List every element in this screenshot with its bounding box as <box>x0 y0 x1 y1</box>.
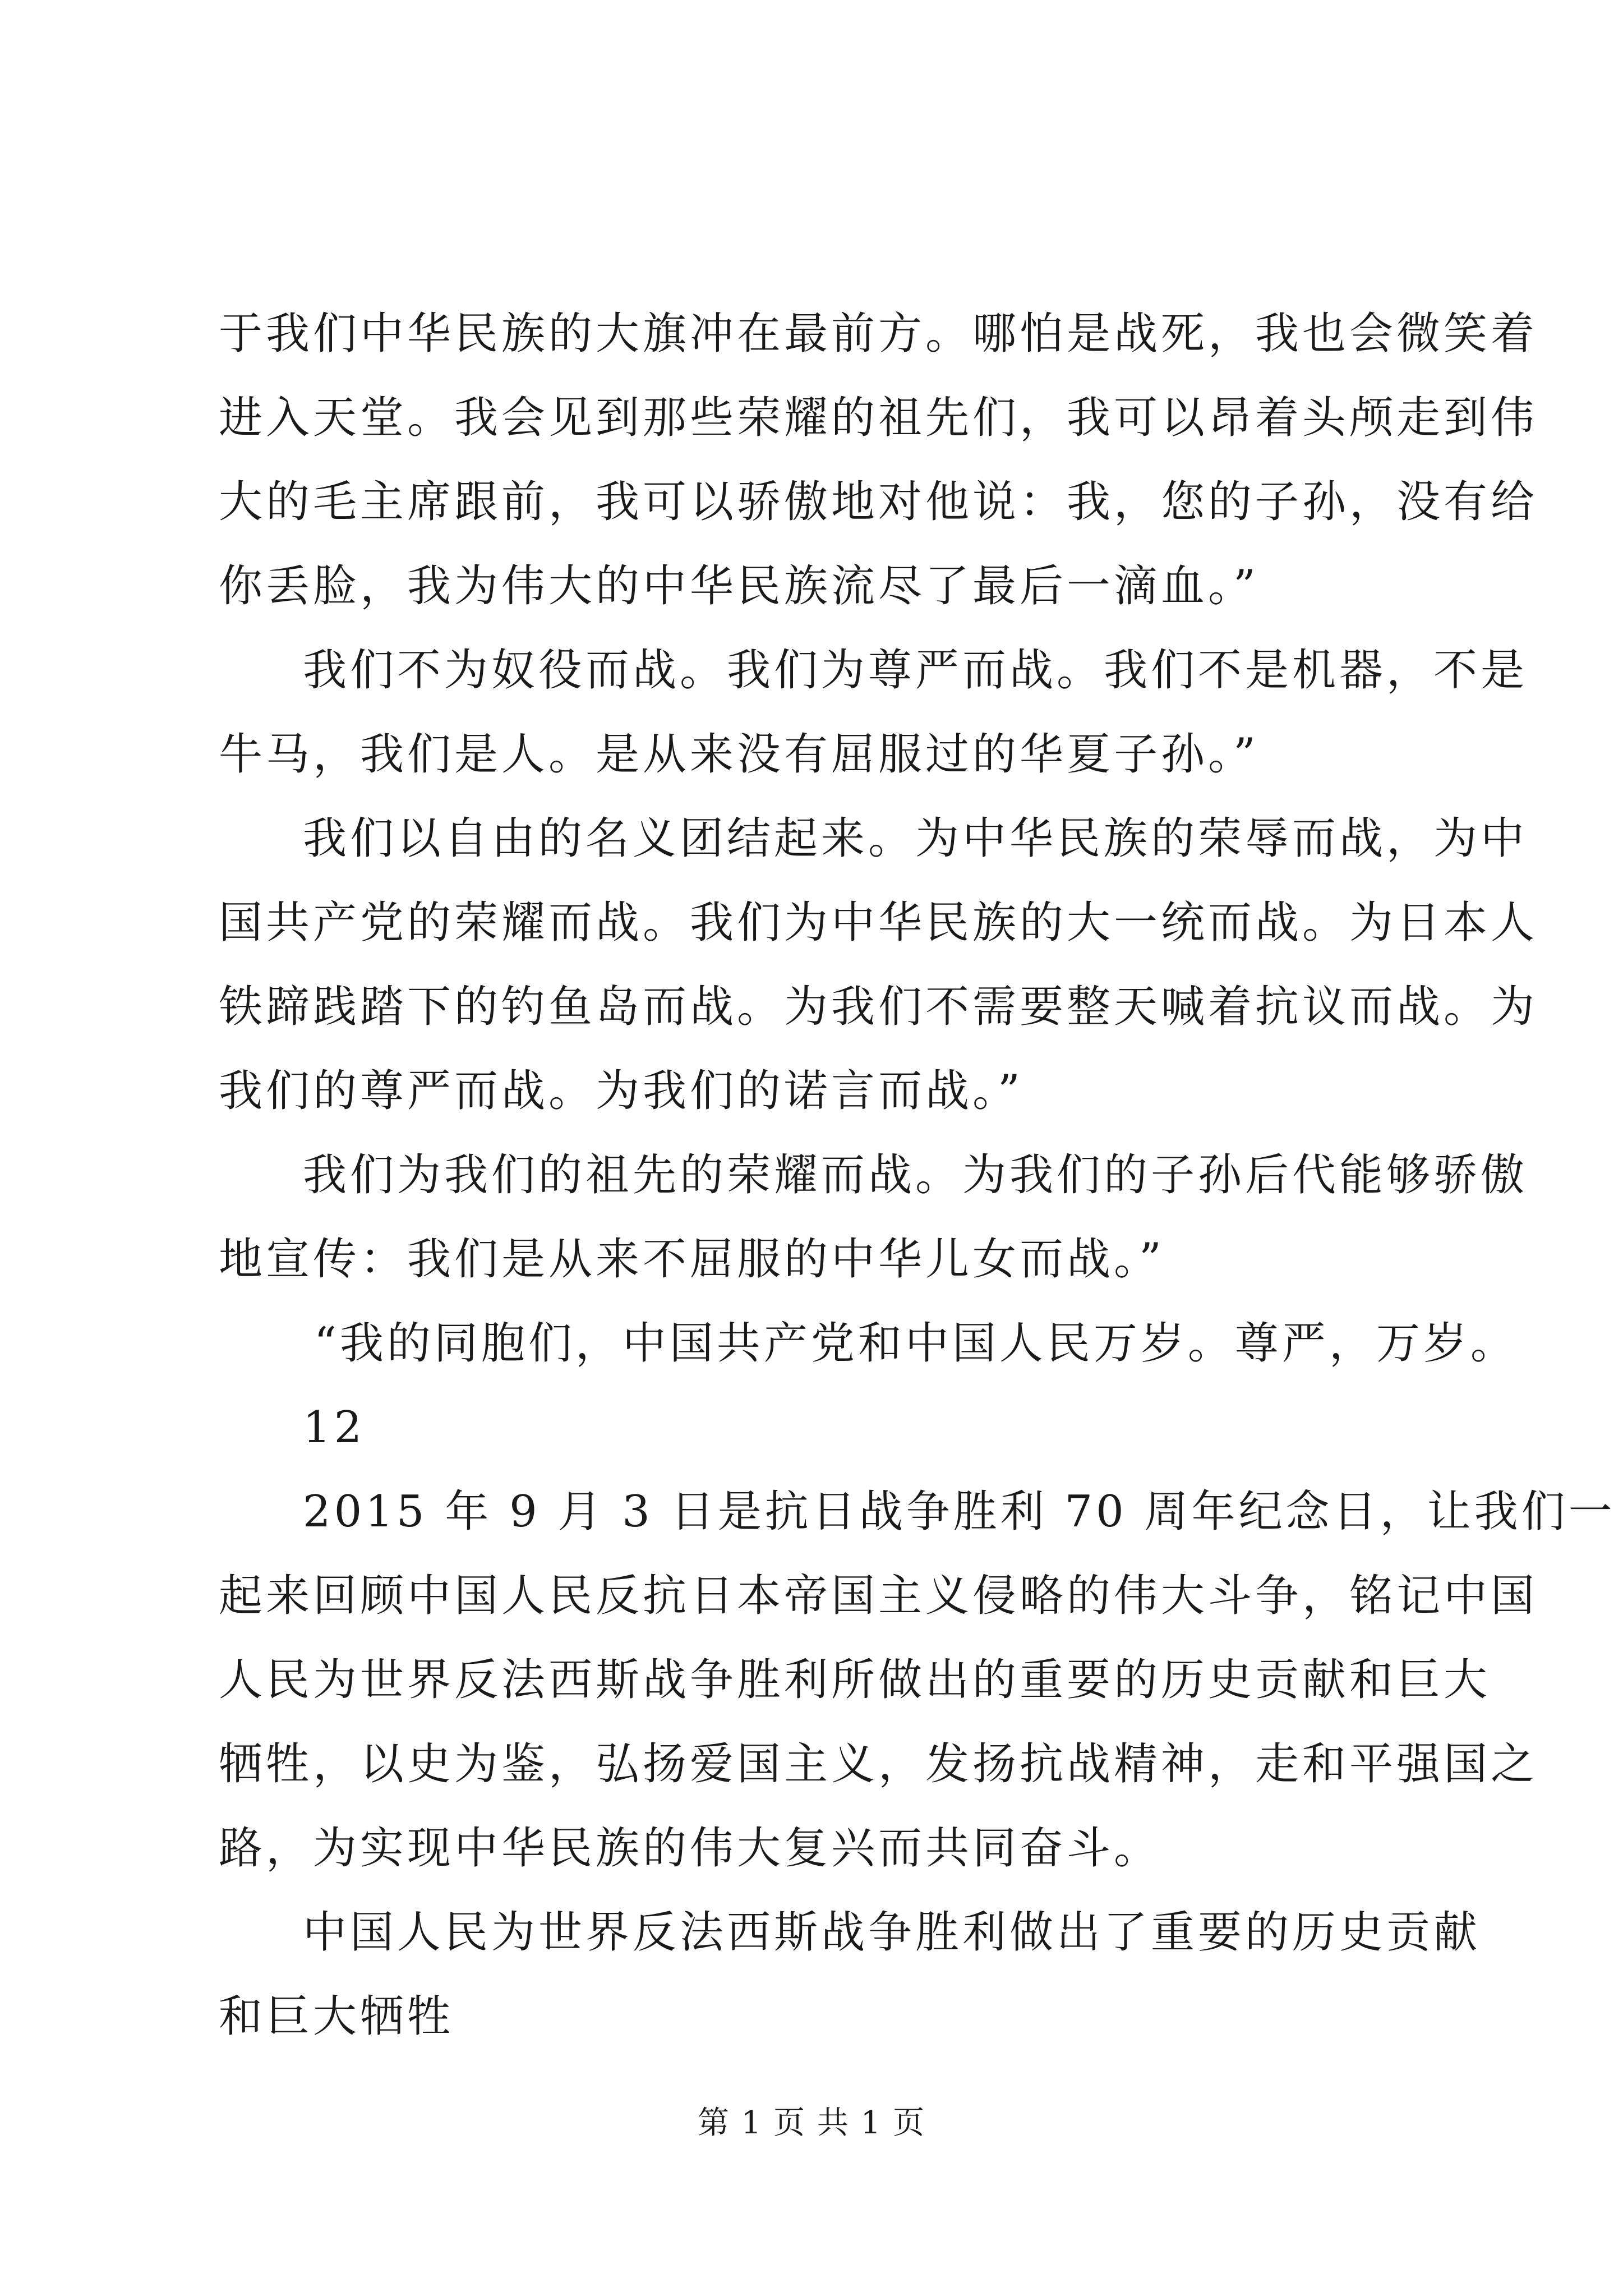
paragraph-start-line: 我们以自由的名义团结起来。为中华民族的荣辱而战，为中 <box>303 813 1528 864</box>
text-line: 牛马，我们是人。是从来没有屈服过的华夏子孙。” <box>219 729 1259 780</box>
paragraph-start-line: 中国人民为世界反法西斯战争胜利做出了重要的历史贡献 <box>303 1907 1481 1958</box>
paragraph-start-line: “我的同胞们，中国共产党和中国人民万岁。尊严，万岁。 <box>314 1318 1518 1369</box>
text-line: 和巨大牺牲 <box>219 1991 455 2042</box>
text-line: 我们的尊严而战。为我们的诺言而战。” <box>219 1066 1023 1116</box>
text-line: 路，为实现中华民族的伟大复兴而共同奋斗。 <box>219 1823 1161 1874</box>
text-line: 国共产党的荣耀而战。我们为中华民族的大一统而战。为日本人 <box>219 898 1538 948</box>
text-line: 铁蹄践踏下的钓鱼岛而战。为我们不需要整天喊着抗议而战。为 <box>219 982 1538 1032</box>
paragraph-start-line: 我们不为奴役而战。我们为尊严而战。我们不是机器，不是 <box>303 645 1528 696</box>
text-line: 起来回顾中国人民反抗日本帝国主义侵略的伟大斗争，铭记中国 <box>219 1571 1538 1621</box>
text-line: 你丢脸，我为伟大的中华民族流尽了最后一滴血。” <box>219 561 1259 611</box>
section-number: 12 <box>303 1402 366 1453</box>
paragraph-start-line: 2015 年 9 月 3 日是抗日战争胜利 70 周年纪念日，让我们一 <box>303 1487 1616 1537</box>
text-line: 大的毛主席跟前，我可以骄傲地对他说：我，您的子孙，没有给 <box>219 477 1538 527</box>
text-line: 人民为世界反法西斯战争胜利所做出的重要的历史贡献和巨大 <box>219 1655 1491 1705</box>
text-line: 地宣传：我们是从来不屈服的中华儿女而战。” <box>219 1234 1165 1285</box>
text-line: 进入天堂。我会见到那些荣耀的祖先们，我可以昂着头颅走到伟 <box>219 393 1538 443</box>
paragraph-start-line: 我们为我们的祖先的荣耀而战。为我们的子孙后代能够骄傲 <box>303 1150 1528 1200</box>
text-line: 于我们中华民族的大旗冲在最前方。哪怕是战死，我也会微笑着 <box>219 309 1538 359</box>
text-line: 牺牲，以史为鉴，弘扬爱国主义，发扬抗战精神，走和平强国之 <box>219 1739 1538 1789</box>
page-footer: 第 1 页 共 1 页 <box>697 2105 926 2141</box>
